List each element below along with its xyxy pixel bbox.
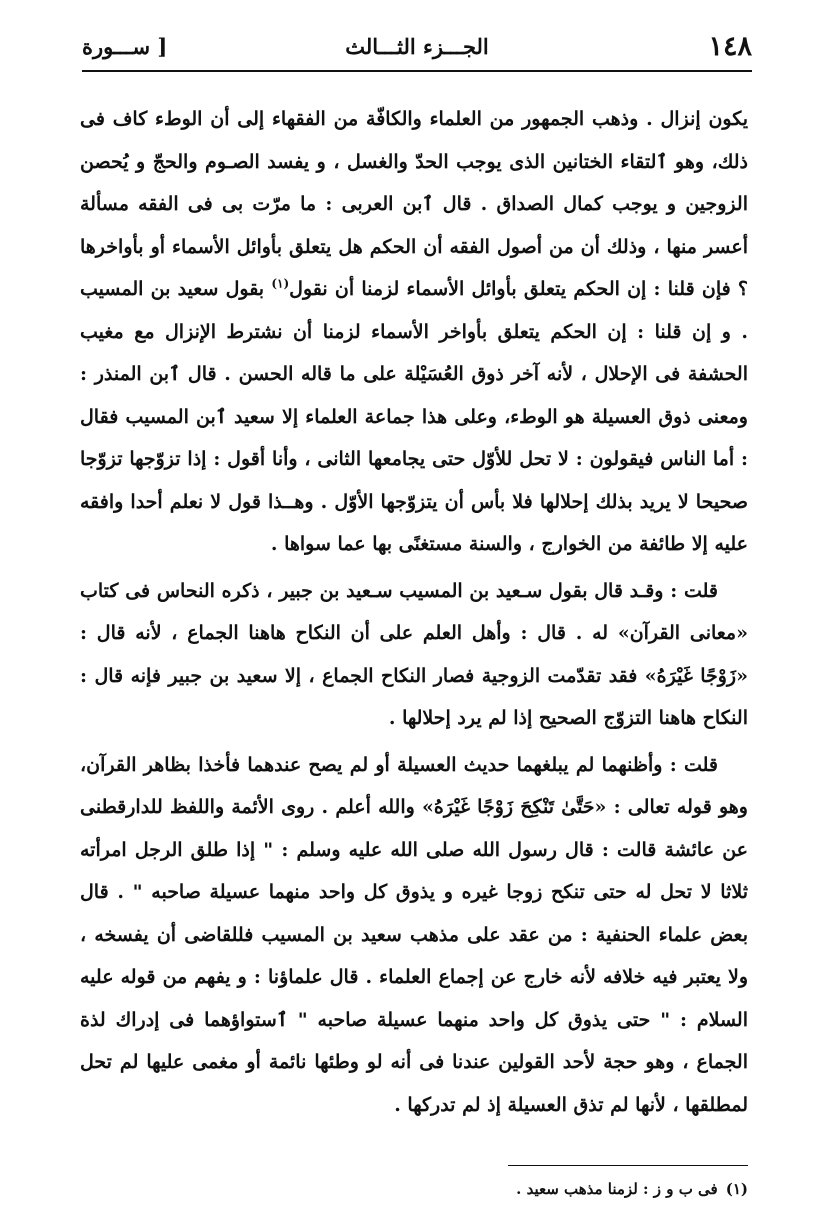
surah-label: [ ســـورة — [82, 34, 168, 59]
paragraph-1-text-a: يكون إنزال . وذهب الجمهور من العلماء والكافّة من الفقهاء إلى أن الوطء كاف فى ذلك، وهو ٱلتقاء الختانين الذى يوجب الحدّ والغسل ، و يفسد الصـوم والحجّ و يُحصن الزوجين و يوجب كمال الصداق . قال ٱبن العربى : ما مرّت بى فى الفقه مسألة أعسر منها ، وذلك أن من أصول الفقه أن الحكم هل يتعلق بأوائل الأسماء أو بأواخرها ؟ فإن قلنا : إن الحكم يتعلق بأوائل الأسماء لزمنا أن نقول — [80, 108, 748, 300]
footnote-marker: (١) — [725, 1180, 748, 1198]
paragraph-2: قلت : وقـد قال بقول سـعيد بن المسيب سـعيد بن جبير ، ذكره النحاس فى كتاب «معانى القرآن» له . قال : وأهل العلم على أن النكاح هاهنا الجماع ، لأنه قال : «زَوْجًا غَيْرَهُ» فقد تقدّمت الزوجية فصار النكاح الجماع ، إلا سعيد بن جبير فإنه قال : النكاح هاهنا التزوّج الصحيح إذا لم يرد إحلالها . — [80, 579, 748, 729]
paragraph-1 — [80, 98, 748, 566]
running-title: الجـــزء الثـــالث — [345, 34, 489, 59]
header-divider — [82, 70, 752, 72]
paragraph-1-text-b: بقول سعيد بن المسيب . و إن قلنا : إن الحكم يتعلق بأواخر الأسماء لزمنا أن نشترط الإنزال مع مغيب الحشفة فى الإحلال ، لأنه آخر ذوق العُسَيْلة على ما قاله الحسن . قال ٱبن المنذر : ومعنى ذوق العسيلة هو الوطء، وعلى هذا جماعة العلماء إلا سعيد ٱبن المسيب فقال : أما الناس فيقولون : لا تحل للأوّل حتى يجامعها الثانى ، وأنا أقول : إذا تزوّجها تزوّجا صحيحا لا يريد بذلك إحلالها فلا بأس أن يتزوّجها الأوّل . وهــذا قول لا نعلم أحدا وافقه عليه إلا طائفة من الخوارج ، والسنة مستغنًى بها عما سواها . — [80, 278, 748, 555]
footnote-text: فى ب و ز : لزمنا مذهب سعيد . — [516, 1180, 718, 1198]
page-number: ١٤٨ — [708, 31, 752, 62]
paragraph-3: قلت : وأظنهما لم يبلغهما حديث العسيلة أو لم يصح عندهما فأخذا بظاهر القرآن، وهو قوله تعالى : «حَتَّىٰ تَنْكِحَ زَوْجًا غَيْرَهُ» والله أعلم . روى الأئمة واللفظ للدارقطنى عن عائشة قالت : قال رسول الله صلى الله عليه وسلم : " إذا طلق الرجل امرأته ثلاثا لا تحل له حتى تنكح زوجا غيره و يذوق كل واحد منهما عسيلة صاحبه " . قال بعض علماء الحنفية : من عقد على مذهب سعيد بن المسيب فللقاضى أن يفسخه ، ولا يعتبر فيه خلافه لأنه خارج عن إجماع العلماء . قال علماؤنا : و يفهم من قوله عليه السلام : " حتى يذوق كل واحد منهما عسيلة صاحبه " ٱستواؤهما فى إدراك لذة الجماع ، وهو حجة لأحد القولين عندنا فى أنه لو وطئها نائمة أو مغمى عليها لم تحل لمطلقها ، لأنها لم تذق العسيلة إذ لم تدركها . — [80, 753, 748, 1116]
footnote-divider — [508, 1165, 748, 1166]
main-text — [80, 98, 748, 1126]
footnote-reference: (١) — [271, 276, 290, 291]
page-header — [82, 30, 752, 70]
footnote — [80, 1177, 748, 1201]
